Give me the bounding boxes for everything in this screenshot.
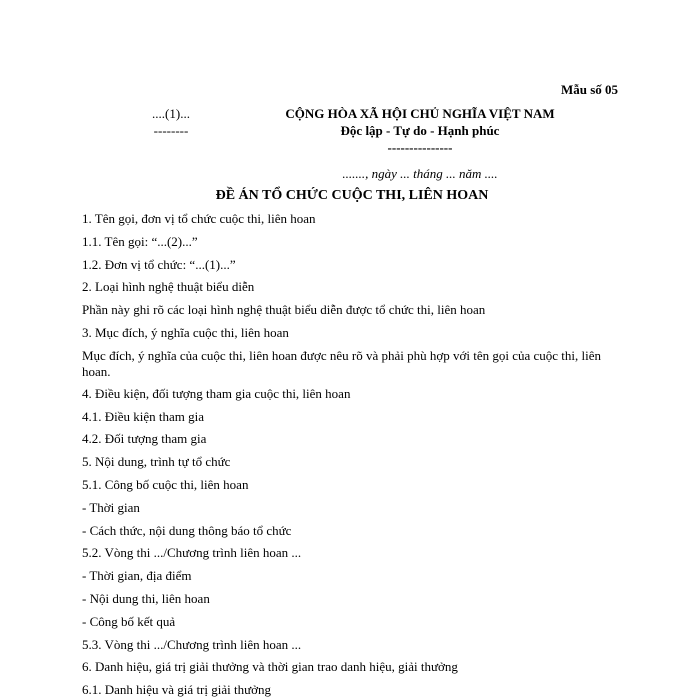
body-line: 6. Danh hiệu, giá trị giải thưởng và thời gian trao danh hiệu, giải thưởng <box>82 659 458 675</box>
national-motto-block <box>270 105 570 156</box>
body-line: Mục đích, ý nghĩa của cuộc thi, liên hoan được nêu rõ và phải phù hợp với tên gọi của cuộc thi, liên hoan. <box>82 347 602 379</box>
body-line: 5.2. Vòng thi .../Chương trình liên hoan ... <box>82 545 302 561</box>
body-line: - Thời gian <box>82 499 140 515</box>
national-motto: Độc lập - Tự do - Hạnh phúc <box>340 123 500 138</box>
date-line: ......., ngày ... tháng ... năm .... <box>342 166 498 181</box>
body-line: 3. Mục đích, ý nghĩa cuộc thi, liên hoan <box>82 324 289 340</box>
body-line: - Thời gian, địa điểm <box>82 568 192 584</box>
issuing-agency-rule: -------- <box>153 123 189 138</box>
body-line: 5.3. Vòng thi .../Chương trình liên hoan ... <box>82 636 302 652</box>
body-line: Phần này ghi rõ các loại hình nghệ thuật biểu diễn được tổ chức thi, liên hoan <box>82 302 486 318</box>
body-line: 1.1. Tên gọi: “...(2)...” <box>82 233 198 249</box>
body-line: 5.1. Công bố cuộc thi, liên hoan <box>82 476 249 492</box>
issuing-agency-placeholder: ....(1)... <box>152 106 190 121</box>
body-line: - Công bố kết quả <box>82 613 176 629</box>
document-title: ĐỀ ÁN TỔ CHỨC CUỘC THI, LIÊN HOAN <box>215 188 489 203</box>
body-line: - Cách thức, nội dung thông báo tổ chức <box>82 522 292 538</box>
document-body <box>82 211 612 700</box>
body-line: 4. Điều kiện, đối tượng tham gia cuộc thi, liên hoan <box>82 385 351 401</box>
body-line: - Nội dung thi, liên hoan <box>82 590 210 606</box>
body-line: 4.1. Điều kiện tham gia <box>82 408 205 424</box>
motto-rule: --------------- <box>387 140 453 155</box>
body-line: 1.2. Đơn vị tổ chức: “...(1)...” <box>82 256 236 272</box>
body-line: 6.1. Danh hiệu và giá trị giải thưởng <box>82 682 272 698</box>
body-line: 2. Loại hình nghệ thuật biểu diễn <box>82 279 255 295</box>
issuing-agency-block <box>128 105 214 139</box>
form-number: Mẫu số 05 <box>560 82 618 97</box>
republic-name: CỘNG HÒA XÃ HỘI CHỦ NGHĨA VIỆT NAM <box>285 106 555 121</box>
body-line: 4.2. Đối tượng tham gia <box>82 431 207 447</box>
body-line: 1. Tên gọi, đơn vị tổ chức cuộc thi, liên hoan <box>82 211 316 226</box>
body-line: 5. Nội dung, trình tự tổ chức <box>82 454 231 470</box>
